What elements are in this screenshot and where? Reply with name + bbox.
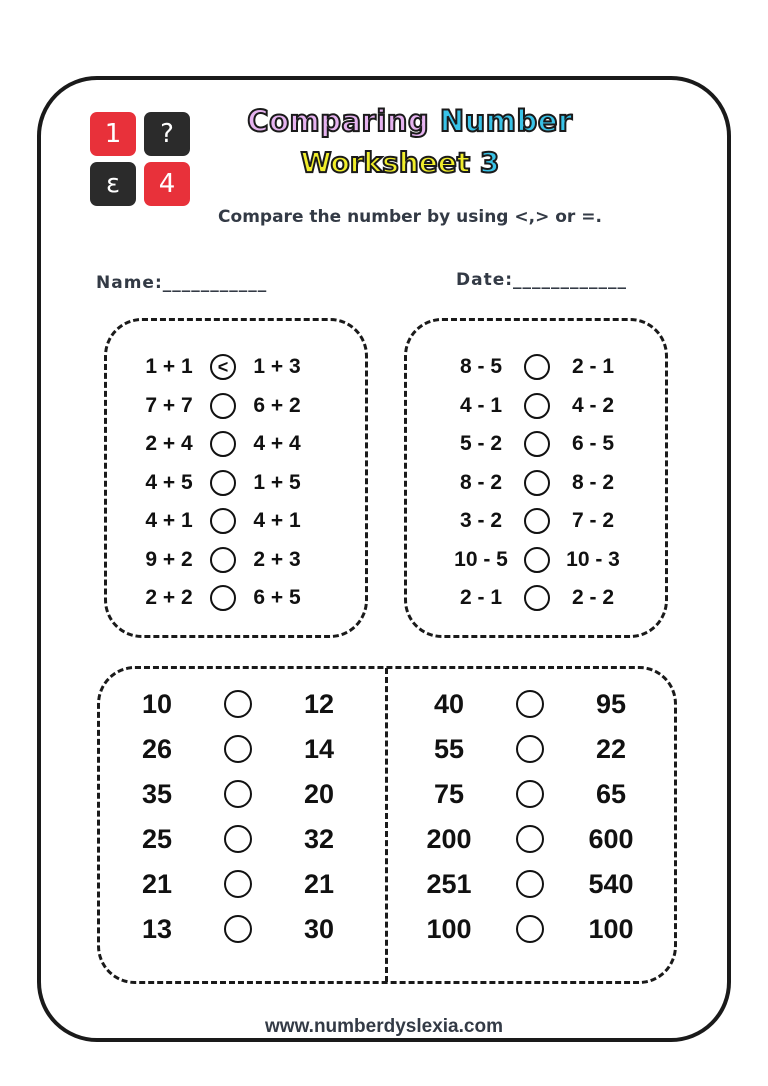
title-word-number: Number <box>439 104 573 138</box>
comparison-row <box>418 735 642 763</box>
answer-circle[interactable] <box>524 393 550 419</box>
right-operand: 8 - 2 <box>571 470 615 494</box>
title-worksheet: Worksheet <box>300 146 471 179</box>
comparison-row <box>136 470 310 496</box>
answer-circle[interactable] <box>224 780 252 808</box>
right-operand: 6 + 5 <box>253 586 301 609</box>
answer-circle[interactable] <box>210 431 236 457</box>
comparison-row <box>418 780 642 808</box>
right-operand: 2 + 3 <box>253 547 301 571</box>
comparison-row <box>126 780 350 808</box>
answer-circle[interactable] <box>516 735 544 763</box>
answer-circle[interactable]: < <box>210 354 236 380</box>
answer-circle[interactable] <box>210 470 236 496</box>
right-operand: 4 + 1 <box>253 509 301 532</box>
comparison-row <box>418 915 642 943</box>
comparison-row <box>136 393 310 419</box>
comparison-row <box>418 825 642 853</box>
comparison-row <box>446 508 628 534</box>
left-operand: 55 <box>433 733 465 764</box>
logo-tile: ? <box>144 112 190 156</box>
instruction-text: Compare the number by using <,> or =. <box>218 207 602 227</box>
comparison-row <box>446 354 628 380</box>
right-operand: 600 <box>588 823 634 854</box>
answer-circle[interactable] <box>524 547 550 573</box>
answer-circle[interactable] <box>516 690 544 718</box>
comparison-row <box>446 547 628 573</box>
answer-circle[interactable] <box>210 547 236 573</box>
name-field[interactable]: Name:___________ <box>96 273 268 293</box>
right-operand: 2 - 2 <box>571 586 615 609</box>
left-operand: 10 <box>141 688 173 719</box>
right-operand: 7 - 2 <box>571 509 615 532</box>
comparison-row <box>136 508 310 534</box>
left-operand: 7 + 7 <box>145 393 193 417</box>
answer-circle[interactable] <box>524 470 550 496</box>
left-operand: 2 + 2 <box>145 586 193 609</box>
left-operand: 251 <box>426 868 472 899</box>
comparison-row <box>446 431 628 457</box>
left-operand: 1 + 1 <box>145 355 193 378</box>
left-operand: 2 + 4 <box>145 432 193 455</box>
comparison-row <box>136 547 310 573</box>
comparison-row <box>136 431 310 457</box>
right-operand: 65 <box>595 778 627 809</box>
right-operand: 20 <box>303 778 335 809</box>
logo-tile: 1 <box>90 112 136 156</box>
answer-circle[interactable] <box>224 915 252 943</box>
comparison-row <box>126 870 350 898</box>
answer-circle[interactable] <box>224 870 252 898</box>
answer-circle[interactable] <box>224 690 252 718</box>
right-operand: 100 <box>588 913 634 944</box>
comparison-row <box>446 585 628 611</box>
answer-circle[interactable] <box>224 825 252 853</box>
comparison-row <box>446 393 628 419</box>
left-operand: 4 + 1 <box>145 509 193 532</box>
answer-circle[interactable] <box>524 508 550 534</box>
right-operand: 10 - 3 <box>566 547 620 571</box>
answer-circle[interactable] <box>524 585 550 611</box>
comparison-row <box>126 690 350 718</box>
left-operand: 4 + 5 <box>145 470 193 494</box>
comparison-row <box>136 585 310 611</box>
left-operand: 5 - 2 <box>459 432 503 455</box>
right-operand: 1 + 3 <box>253 355 301 378</box>
page-title <box>220 104 600 138</box>
comparison-row <box>126 915 350 943</box>
answer-circle[interactable] <box>210 508 236 534</box>
answer-circle[interactable] <box>524 431 550 457</box>
answer-circle[interactable] <box>524 354 550 380</box>
answer-circle[interactable] <box>516 870 544 898</box>
answer-circle[interactable] <box>516 780 544 808</box>
answer-circle[interactable] <box>210 585 236 611</box>
left-operand: 35 <box>141 778 173 809</box>
right-operand: 21 <box>303 868 335 899</box>
right-operand: 1 + 5 <box>253 470 301 494</box>
right-operand: 540 <box>588 868 634 899</box>
right-operand: 6 - 5 <box>571 432 615 455</box>
answer-circle[interactable] <box>210 393 236 419</box>
left-operand: 40 <box>433 688 465 719</box>
date-field[interactable]: Date:____________ <box>456 270 628 290</box>
logo-tile: 4 <box>144 162 190 206</box>
left-operand: 10 - 5 <box>454 547 508 571</box>
left-operand: 4 - 1 <box>459 393 503 417</box>
left-operand: 9 + 2 <box>145 547 193 571</box>
right-operand: 95 <box>595 688 627 719</box>
left-operand: 25 <box>141 823 173 854</box>
comparison-row <box>446 470 628 496</box>
right-operand: 22 <box>595 733 627 764</box>
left-operand: 13 <box>141 913 173 944</box>
comparison-row <box>126 825 350 853</box>
right-operand: 32 <box>303 823 335 854</box>
right-operand: 2 - 1 <box>571 355 615 378</box>
left-operand: 8 - 5 <box>459 355 503 378</box>
left-operand: 21 <box>141 868 173 899</box>
left-operand: 100 <box>426 913 472 944</box>
right-operand: 12 <box>303 688 335 719</box>
left-operand: 3 - 2 <box>459 509 503 532</box>
comparison-row <box>126 735 350 763</box>
title-worksheet-number: 3 <box>479 146 500 179</box>
right-operand: 14 <box>303 733 335 764</box>
comparison-row <box>136 354 310 380</box>
numbers-box-divider <box>385 668 388 982</box>
left-operand: 2 - 1 <box>459 586 503 609</box>
answer-circle[interactable] <box>224 735 252 763</box>
comparison-row <box>418 870 642 898</box>
right-operand: 4 + 4 <box>253 432 301 455</box>
left-operand: 26 <box>141 733 173 764</box>
comparison-row <box>418 690 642 718</box>
logo <box>88 110 194 210</box>
right-operand: 6 + 2 <box>253 393 301 417</box>
footer-url: www.numberdyslexia.com <box>265 1016 503 1037</box>
title-word-comparing: Comparing <box>247 104 430 138</box>
answer-circle[interactable] <box>516 825 544 853</box>
right-operand: 30 <box>303 913 335 944</box>
right-operand: 4 - 2 <box>571 393 615 417</box>
answer-circle[interactable] <box>516 915 544 943</box>
logo-tile: ε <box>90 162 136 206</box>
page-subtitle <box>250 146 550 179</box>
left-operand: 8 - 2 <box>459 470 503 494</box>
left-operand: 75 <box>433 778 465 809</box>
left-operand: 200 <box>426 823 472 854</box>
